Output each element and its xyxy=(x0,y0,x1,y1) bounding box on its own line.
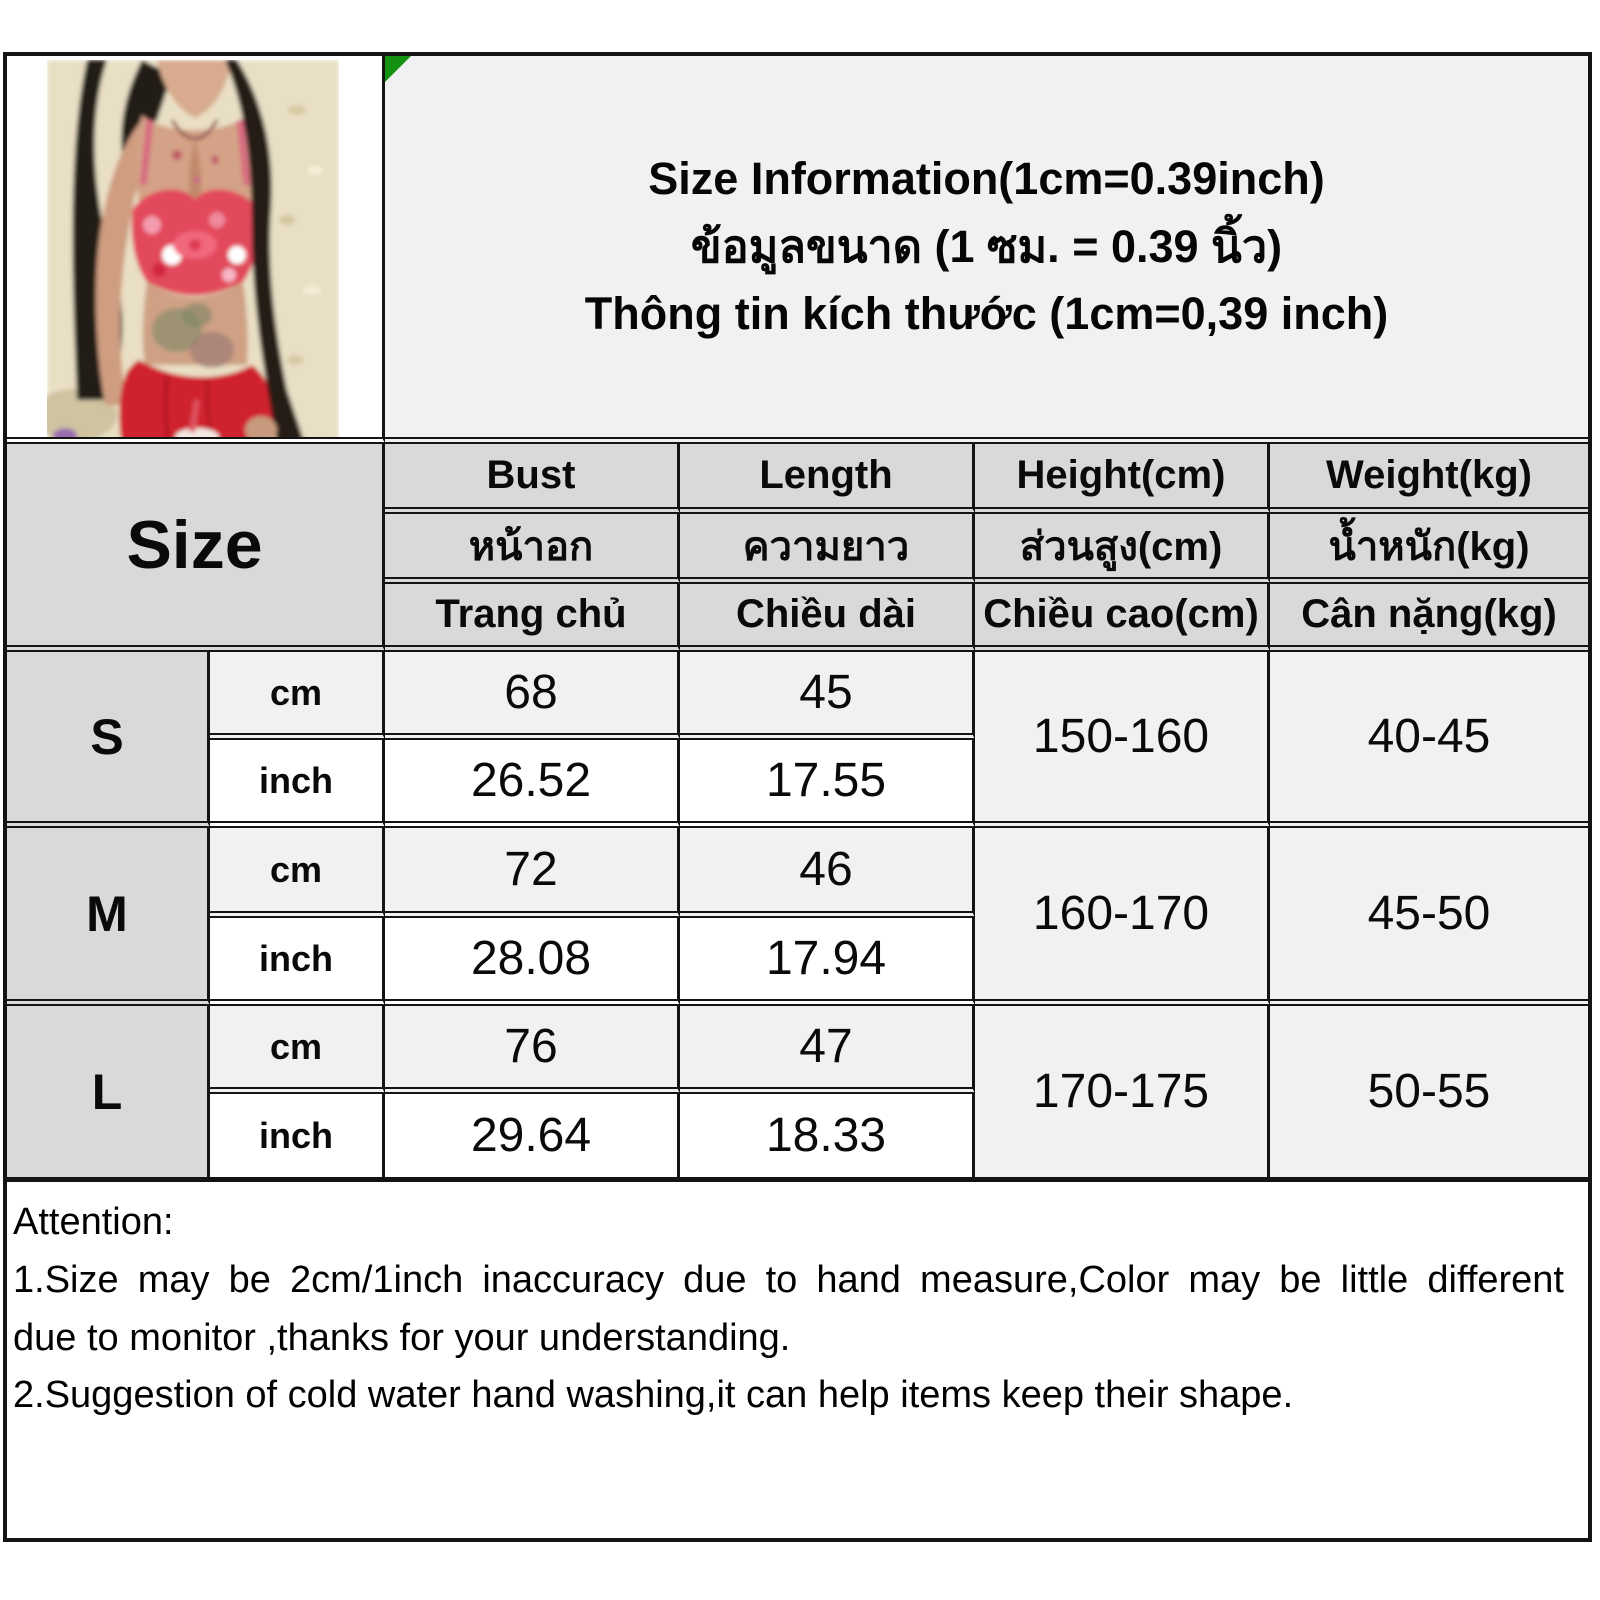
header-height-vi: Chiều cao(cm) xyxy=(975,584,1270,652)
header-bust-vi: Trang chủ xyxy=(385,584,680,652)
row-m-label: M xyxy=(7,828,210,1006)
size-chart-outer-box xyxy=(3,52,1592,1542)
attention-section xyxy=(7,1182,1588,1538)
product-photo-illustration xyxy=(47,60,339,444)
attention-note-1-line-1: 1.Size may be 2cm/1inch inaccuracy due to hand measure,Color may be little different xyxy=(13,1258,1564,1301)
header-bust-en: Bust xyxy=(385,444,680,514)
row-s-bust-inch: 26.52 xyxy=(385,740,680,828)
row-l-length-inch: 18.33 xyxy=(680,1094,975,1182)
green-corner-marker-icon xyxy=(385,56,411,82)
product-photo-cell xyxy=(7,56,385,444)
row-l-height: 170-175 xyxy=(975,1006,1270,1182)
row-m-length-cm: 46 xyxy=(680,828,975,918)
row-s-unit-cm: cm xyxy=(210,652,385,740)
row-m-bust-cm: 72 xyxy=(385,828,680,918)
row-m-length-inch: 17.94 xyxy=(680,918,975,1006)
row-s-height: 150-160 xyxy=(975,652,1270,828)
row-m-height: 160-170 xyxy=(975,828,1270,1006)
header-weight-vi: Cân nặng(kg) xyxy=(1270,584,1588,652)
attention-heading: Attention: xyxy=(13,1201,174,1243)
title-english: Size Information(1cm=0.39inch) xyxy=(648,153,1325,205)
row-m-unit-inch: inch xyxy=(210,918,385,1006)
title-thai: ข้อมูลขนาด (1 ซม. = 0.39 นิ้ว) xyxy=(690,220,1283,272)
title-cell xyxy=(385,56,1588,444)
row-m-weight: 45-50 xyxy=(1270,828,1588,1006)
attention-note-1-line-2: due to monitor ,thanks for your understanding. xyxy=(13,1316,791,1359)
header-weight-en: Weight(kg) xyxy=(1270,444,1588,514)
row-l-bust-inch: 29.64 xyxy=(385,1094,680,1182)
header-weight-th: น้ำหนัก(kg) xyxy=(1270,514,1588,584)
header-length-th: ความยาว xyxy=(680,514,975,584)
row-s-unit-inch: inch xyxy=(210,740,385,828)
row-s-length-inch: 17.55 xyxy=(680,740,975,828)
size-chart-grid xyxy=(7,56,1588,1538)
row-l-weight: 50-55 xyxy=(1270,1006,1588,1182)
row-l-length-cm: 47 xyxy=(680,1006,975,1094)
row-l-unit-inch: inch xyxy=(210,1094,385,1182)
row-m-unit-cm: cm xyxy=(210,828,385,918)
row-l-unit-cm: cm xyxy=(210,1006,385,1094)
row-s-length-cm: 45 xyxy=(680,652,975,740)
row-s-bust-cm: 68 xyxy=(385,652,680,740)
size-corner-label: Size xyxy=(7,444,385,652)
row-m-bust-inch: 28.08 xyxy=(385,918,680,1006)
header-height-en: Height(cm) xyxy=(975,444,1270,514)
title-vietnamese: Thông tin kích thước (1cm=0,39 inch) xyxy=(584,288,1389,340)
attention-note-2: 2.Suggestion of cold water hand washing,it can help items keep their shape. xyxy=(13,1374,1294,1417)
row-l-bust-cm: 76 xyxy=(385,1006,680,1094)
row-s-weight: 40-45 xyxy=(1270,652,1588,828)
header-length-vi: Chiều dài xyxy=(680,584,975,652)
header-length-en: Length xyxy=(680,444,975,514)
header-height-th: ส่วนสูง(cm) xyxy=(975,514,1270,584)
row-l-label: L xyxy=(7,1006,210,1182)
row-s-label: S xyxy=(7,652,210,828)
header-bust-th: หน้าอก xyxy=(385,514,680,584)
